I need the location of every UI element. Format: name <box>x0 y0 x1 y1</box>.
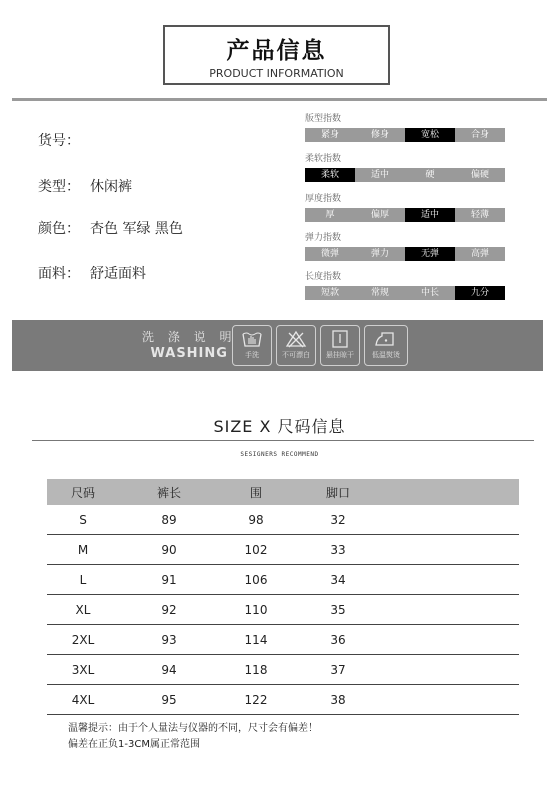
scale-option: 柔软 <box>305 168 355 182</box>
table-cell: 110 <box>244 602 268 617</box>
info-label: 面料： <box>38 266 80 282</box>
table-cell: 92 <box>161 602 177 617</box>
washing-icons <box>232 325 408 366</box>
table-cell: 34 <box>330 572 346 587</box>
scale-option: 紧身 <box>320 130 339 140</box>
table-row <box>47 685 519 715</box>
scale-title: 版型指数 <box>305 114 342 124</box>
info-item-sku <box>38 130 90 150</box>
scale-option: 轻薄 <box>470 210 489 220</box>
table-cell: 118 <box>244 662 268 677</box>
table-cell: 114 <box>244 632 268 647</box>
table-cell: 98 <box>248 512 264 527</box>
product-info-title-box <box>163 25 390 85</box>
table-cell: L <box>79 572 87 587</box>
header-cell: 裤长 <box>156 485 181 500</box>
scale-option: 合身 <box>470 130 489 140</box>
scale-option: 常规 <box>370 288 389 298</box>
scale-option: 无弹 <box>405 247 455 261</box>
info-label: 货号： <box>38 133 80 149</box>
table-row <box>47 595 519 625</box>
table-cell: 32 <box>330 512 346 527</box>
info-item-type <box>38 176 132 196</box>
scale-title: 长度指数 <box>305 272 342 282</box>
table-cell: S <box>79 512 87 527</box>
scale-option: 厚 <box>325 210 335 220</box>
hang-dry-icon <box>320 325 360 366</box>
wash-icon-label: 手洗 <box>245 351 259 359</box>
scale-option: 高弹 <box>470 249 489 259</box>
page-title: 产品信息 <box>226 38 327 64</box>
scale-title: 厚度指数 <box>305 194 342 204</box>
info-label: 类型： <box>38 179 80 195</box>
scale-elasticity <box>305 232 510 261</box>
scale-option: 短款 <box>320 288 339 298</box>
header-cell: 尺码 <box>70 485 95 500</box>
info-value: 休闲裤 <box>90 179 132 195</box>
low-iron-icon <box>364 325 408 366</box>
table-cell: XL <box>75 602 91 617</box>
scale-bar <box>305 128 505 142</box>
table-cell: M <box>77 542 89 557</box>
washing-title <box>142 328 236 361</box>
table-cell: 35 <box>330 602 346 617</box>
scale-option: 弹力 <box>370 249 389 259</box>
size-section-subtitle: SESIGNERS RECOMMEND <box>240 451 319 458</box>
note-line: 偏差在正负1-3CM属正常范围 <box>68 739 200 750</box>
scale-bar <box>305 168 505 182</box>
washing-title-en: WASHING <box>150 346 228 361</box>
info-item-fabric <box>38 263 146 283</box>
scale-option: 偏硬 <box>470 170 489 180</box>
scale-bar <box>305 286 505 300</box>
table-cell: 90 <box>161 542 177 557</box>
table-cell: 122 <box>244 692 268 707</box>
table-cell: 106 <box>244 572 268 587</box>
wash-icon-label: 悬挂晾干 <box>326 351 354 359</box>
table-cell: 95 <box>161 692 177 707</box>
size-table-header <box>47 479 519 505</box>
washing-instructions <box>12 320 543 371</box>
table-cell: 2XL <box>71 632 95 647</box>
scale-option: 硬 <box>425 170 435 180</box>
scale-option: 适中 <box>405 208 455 222</box>
table-cell: 93 <box>161 632 177 647</box>
info-value: 杏色 军绿 黑色 <box>90 221 183 237</box>
washing-title-cn: 洗 涤 说 明 <box>142 330 237 344</box>
info-item-color <box>38 218 183 238</box>
table-row <box>47 535 519 565</box>
scale-option: 微弹 <box>320 249 339 259</box>
size-divider <box>32 440 534 441</box>
note-line: 温馨提示：由于个人量法与仪器的不同，尺寸会有偏差！ <box>68 723 318 734</box>
scale-option: 修身 <box>370 130 389 140</box>
title-divider <box>12 98 547 101</box>
size-section-title: SIZE X 尺码信息 <box>213 417 346 436</box>
table-cell: 91 <box>161 572 177 587</box>
table-row <box>47 625 519 655</box>
size-note <box>68 721 318 753</box>
scale-bar <box>305 247 505 261</box>
table-cell: 37 <box>330 662 346 677</box>
table-cell: 102 <box>244 542 268 557</box>
scale-option: 中长 <box>420 288 439 298</box>
info-value: 舒适面料 <box>90 266 146 282</box>
scale-option: 适中 <box>370 170 389 180</box>
table-row <box>47 505 519 535</box>
table-cell: 33 <box>330 542 346 557</box>
scale-fit <box>305 113 510 142</box>
page-subtitle: PRODUCT INFORMATION <box>209 67 344 80</box>
table-cell: 94 <box>161 662 177 677</box>
table-cell: 36 <box>330 632 346 647</box>
hand-wash-icon <box>232 325 272 366</box>
scale-title: 柔软指数 <box>305 154 342 164</box>
scale-title: 弹力指数 <box>305 233 342 243</box>
table-cell: 38 <box>330 692 346 707</box>
header-cell: 脚口 <box>325 485 350 500</box>
no-bleach-icon <box>276 325 316 366</box>
scale-option: 偏厚 <box>370 210 389 220</box>
size-table <box>47 479 519 715</box>
scale-bar <box>305 208 505 222</box>
table-row <box>47 565 519 595</box>
table-cell: 89 <box>161 512 177 527</box>
scale-option: 九分 <box>455 286 505 300</box>
info-label: 颜色： <box>38 221 80 237</box>
scale-softness <box>305 153 510 182</box>
header-cell: 围 <box>249 485 262 500</box>
table-row <box>47 655 519 685</box>
scale-thickness <box>305 193 510 222</box>
scale-option: 宽松 <box>405 128 455 142</box>
table-cell: 3XL <box>71 662 95 677</box>
wash-icon-label: 低温熨烫 <box>372 351 400 359</box>
wash-icon-label: 不可漂白 <box>282 351 310 359</box>
table-cell: 4XL <box>71 692 95 707</box>
scale-length <box>305 271 510 300</box>
